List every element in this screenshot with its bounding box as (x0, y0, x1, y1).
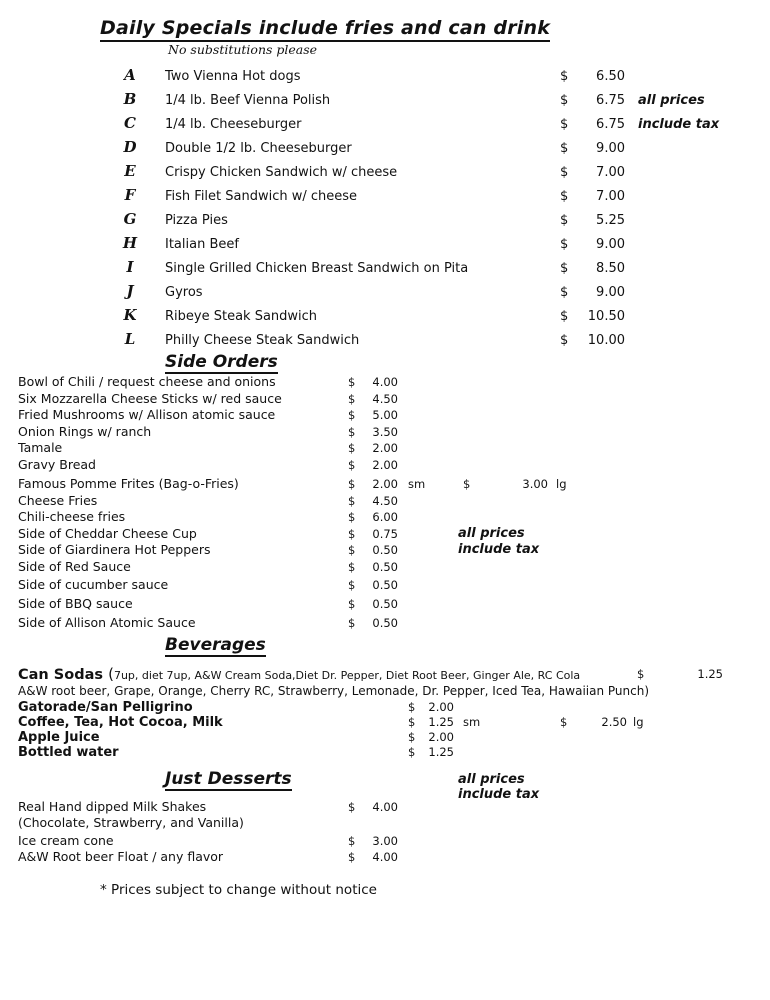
specials-row (0, 87, 770, 111)
item-letter: D (123, 138, 137, 156)
item-name: Apple Juice (18, 729, 100, 745)
item-price: 0.50 (372, 596, 398, 611)
item-name: Fried Mushrooms w/ Allison atomic sauce (18, 407, 276, 422)
item-letter: A (124, 66, 136, 84)
item-price: 1.25 (428, 744, 454, 759)
size-label-large: lg (633, 714, 644, 729)
specials-list (0, 63, 770, 351)
specials-row (0, 135, 770, 159)
item-price: 9.00 (596, 285, 625, 300)
beverages-heading (0, 635, 770, 657)
currency-symbol: $ (348, 391, 356, 406)
currency-symbol: $ (560, 714, 568, 729)
item-letter: B (123, 90, 137, 108)
item-name: A&W Root beer Float / any flavor (18, 849, 224, 864)
side-order-row (0, 509, 770, 526)
currency-symbol: $ (560, 189, 569, 204)
item-price: 0.50 (372, 559, 398, 574)
item-price: 4.50 (372, 493, 398, 508)
dessert-row (0, 849, 770, 866)
item-price: 0.50 (372, 578, 398, 592)
item-name: Cheese Fries (18, 492, 98, 508)
item-price: 10.00 (587, 333, 625, 348)
beverages-heading-text: Beverages (165, 634, 266, 655)
beverage-row (0, 745, 770, 760)
item-price-large: 3.00 (522, 477, 548, 491)
header (0, 17, 770, 58)
item-price: 3.00 (372, 833, 398, 848)
currency-symbol: $ (348, 616, 356, 630)
dessert-row (0, 833, 770, 850)
size-label-small: sm (463, 714, 481, 729)
currency-symbol: $ (348, 559, 356, 574)
price-note: all prices (458, 525, 525, 541)
currency-symbol: $ (348, 543, 356, 557)
item-price: 7.00 (596, 165, 625, 180)
currency-symbol: $ (560, 93, 569, 108)
item-name: Side of BBQ sauce (18, 595, 133, 611)
currency-symbol: $ (408, 714, 416, 729)
dessert-row (0, 799, 770, 816)
side-orders-heading (0, 352, 770, 374)
item-price: 0.50 (372, 543, 398, 557)
currency-symbol: $ (348, 408, 356, 422)
side-order-row (0, 577, 770, 594)
menu-title: Daily Specials include fries and can drink (100, 17, 550, 42)
item-letter: H (122, 234, 138, 252)
desserts-list (0, 799, 770, 866)
footer-disclaimer: * Prices subject to change without notice (100, 881, 377, 898)
item-name: Bowl of Chili / request cheese and onions (18, 374, 276, 389)
item-name: Gravy Bread (18, 456, 96, 472)
currency-symbol: $ (348, 833, 356, 848)
currency-symbol: $ (560, 69, 569, 84)
item-price: 2.00 (428, 699, 454, 714)
currency-symbol: $ (348, 526, 356, 541)
side-order-row (0, 476, 770, 493)
price-note: all prices (638, 93, 705, 108)
item-name: Onion Rings w/ ranch (18, 423, 152, 439)
item-name: Famous Pomme Frites (Bag-o-Fries) (18, 476, 239, 491)
item-name: Tamale (18, 440, 63, 455)
side-order-row (0, 407, 770, 424)
item-price: 2.00 (428, 729, 454, 744)
item-price: 1.25 (428, 714, 454, 729)
item-letter: G (123, 210, 137, 228)
item-letter: K (123, 306, 137, 324)
item-name: Pizza Pies (165, 213, 228, 228)
item-name: Crispy Chicken Sandwich w/ cheese (165, 165, 398, 180)
item-price: 6.50 (596, 69, 625, 84)
side-order-row (0, 493, 770, 510)
item-name: Six Mozzarella Cheese Sticks w/ red sauce (18, 390, 282, 406)
currency-symbol: $ (348, 493, 356, 508)
specials-row (0, 231, 770, 255)
item-price: 6.00 (372, 510, 398, 524)
price-note (458, 772, 539, 802)
item-price: 0.50 (372, 616, 398, 630)
currency-symbol: $ (348, 850, 356, 864)
specials-row (0, 279, 770, 303)
item-price: 4.50 (372, 391, 398, 406)
beverage-row (0, 715, 770, 730)
currency-symbol: $ (348, 441, 356, 455)
side-order-row (0, 391, 770, 408)
side-order-row (0, 424, 770, 441)
currency-symbol: $ (560, 213, 569, 228)
can-sodas-row (0, 665, 770, 683)
currency-symbol: $ (348, 375, 356, 389)
currency-symbol: $ (637, 666, 645, 681)
price-note: include tax (458, 542, 540, 557)
desserts-heading (0, 768, 770, 802)
item-name: Double 1/2 lb. Cheeseburger (165, 141, 352, 156)
item-name: Side of Cheddar Cheese Cup (18, 525, 197, 541)
item-price: 3.50 (372, 424, 398, 439)
currency-symbol: $ (408, 744, 416, 759)
desserts-heading-text: Just Desserts (165, 768, 292, 789)
beverages-list (0, 665, 770, 760)
item-name: Gatorade/San Pelligrino (18, 699, 193, 715)
currency-symbol: $ (348, 578, 356, 592)
item-name: Single Grilled Chicken Breast Sandwich on Pita (165, 261, 469, 276)
specials-row (0, 183, 770, 207)
item-price: 9.00 (596, 237, 625, 252)
specials-row (0, 111, 770, 135)
currency-symbol: $ (560, 333, 569, 348)
currency-symbol: $ (408, 729, 416, 744)
flavors-line-2: A&W root beer, Grape, Orange, Cherry RC, Strawberry, Lemonade, Dr. Pepper, Iced Tea, Hawaiian Punch) (18, 683, 650, 698)
currency-symbol: $ (560, 261, 569, 276)
flavors-open-paren: ( (108, 664, 114, 683)
item-letter: F (124, 186, 136, 204)
item-name: Gyros (165, 285, 203, 300)
item-price: 5.00 (372, 408, 398, 422)
side-orders-heading-text: Side Orders (165, 352, 278, 372)
item-price: 2.00 (372, 477, 398, 491)
item-letter: I (126, 258, 134, 276)
item-name: Two Vienna Hot dogs (165, 69, 301, 84)
side-order-row (0, 374, 770, 391)
side-order-row (0, 542, 770, 559)
specials-row (0, 327, 770, 351)
currency-symbol: $ (348, 457, 356, 472)
item-price: 4.00 (372, 375, 398, 389)
currency-symbol: $ (560, 285, 569, 300)
side-order-row (0, 615, 770, 632)
item-price: 6.75 (596, 117, 625, 132)
currency-symbol: $ (348, 596, 356, 611)
price-note: include tax (638, 117, 720, 132)
size-label-small: sm (408, 477, 426, 491)
side-orders-list (0, 374, 770, 632)
item-price: 5.25 (596, 213, 625, 228)
item-price: 10.50 (587, 309, 625, 324)
currency-symbol: $ (560, 309, 569, 324)
item-letter: L (124, 330, 136, 348)
item-name: Side of Giardinera Hot Peppers (18, 542, 211, 557)
item-price: 7.00 (596, 189, 625, 204)
currency-symbol: $ (408, 699, 416, 714)
beverage-row (0, 730, 770, 745)
currency-symbol: $ (348, 510, 356, 524)
item-name: Can Sodas (18, 666, 103, 683)
item-name: 1/4 lb. Cheeseburger (165, 117, 302, 132)
item-name: 1/4 lb. Beef Vienna Polish (165, 93, 331, 108)
menu-subtitle: No substitutions please (168, 42, 318, 57)
item-name: Side of Red Sauce (18, 558, 131, 574)
item-letter: C (124, 114, 136, 132)
item-name: Chili-cheese fries (18, 509, 126, 524)
item-price: 2.00 (372, 457, 398, 472)
currency-symbol: $ (560, 237, 569, 252)
item-price: 9.00 (596, 141, 625, 156)
item-price: 6.75 (596, 93, 625, 108)
side-order-row (0, 526, 770, 543)
item-name: Coffee, Tea, Hot Cocoa, Milk (18, 714, 223, 730)
item-price-large: 2.50 (601, 714, 627, 729)
item-name: Ice cream cone (18, 832, 114, 848)
beverage-row (0, 700, 770, 715)
side-order-row (0, 596, 770, 613)
specials-row (0, 207, 770, 231)
side-order-row (0, 457, 770, 474)
item-letter: J (126, 282, 134, 300)
item-subline: (Chocolate, Strawberry, and Vanilla) (18, 815, 244, 830)
item-name: Real Hand dipped Milk Shakes (18, 798, 207, 814)
item-name: Ribeye Steak Sandwich (165, 309, 318, 324)
item-price: 1.25 (697, 666, 723, 681)
item-price: 2.00 (372, 441, 398, 455)
item-name: Fish Filet Sandwich w/ cheese (165, 189, 358, 204)
item-price: 4.00 (372, 799, 398, 814)
item-letter: E (124, 162, 136, 180)
currency-symbol: $ (348, 799, 356, 814)
item-name: Philly Cheese Steak Sandwich (165, 333, 360, 348)
currency-symbol: $ (348, 477, 356, 491)
specials-row (0, 303, 770, 327)
size-label-large: lg (556, 477, 567, 491)
currency-symbol: $ (560, 117, 569, 132)
currency-symbol: $ (560, 141, 569, 156)
specials-row (0, 159, 770, 183)
item-name: Bottled water (18, 744, 119, 760)
item-price: 0.75 (372, 526, 398, 541)
currency-symbol: $ (348, 424, 356, 439)
side-order-row (0, 440, 770, 457)
specials-row (0, 63, 770, 87)
price-note-line2: include tax (458, 786, 540, 802)
item-price: 8.50 (596, 261, 625, 276)
currency-symbol: $ (463, 477, 471, 491)
currency-symbol: $ (560, 165, 569, 180)
item-name: Side of Allison Atomic Sauce (18, 615, 196, 630)
specials-row (0, 255, 770, 279)
side-order-row (0, 559, 770, 576)
price-note-line1: all prices (458, 771, 525, 787)
item-price: 4.00 (372, 850, 398, 864)
item-name: Italian Beef (165, 237, 239, 252)
item-name: Side of cucumber sauce (18, 577, 169, 592)
flavors-line-1: 7up, diet 7up, A&W Cream Soda,Diet Dr. Pepper, Diet Root Beer, Ginger Ale, RC Cola (113, 668, 581, 682)
